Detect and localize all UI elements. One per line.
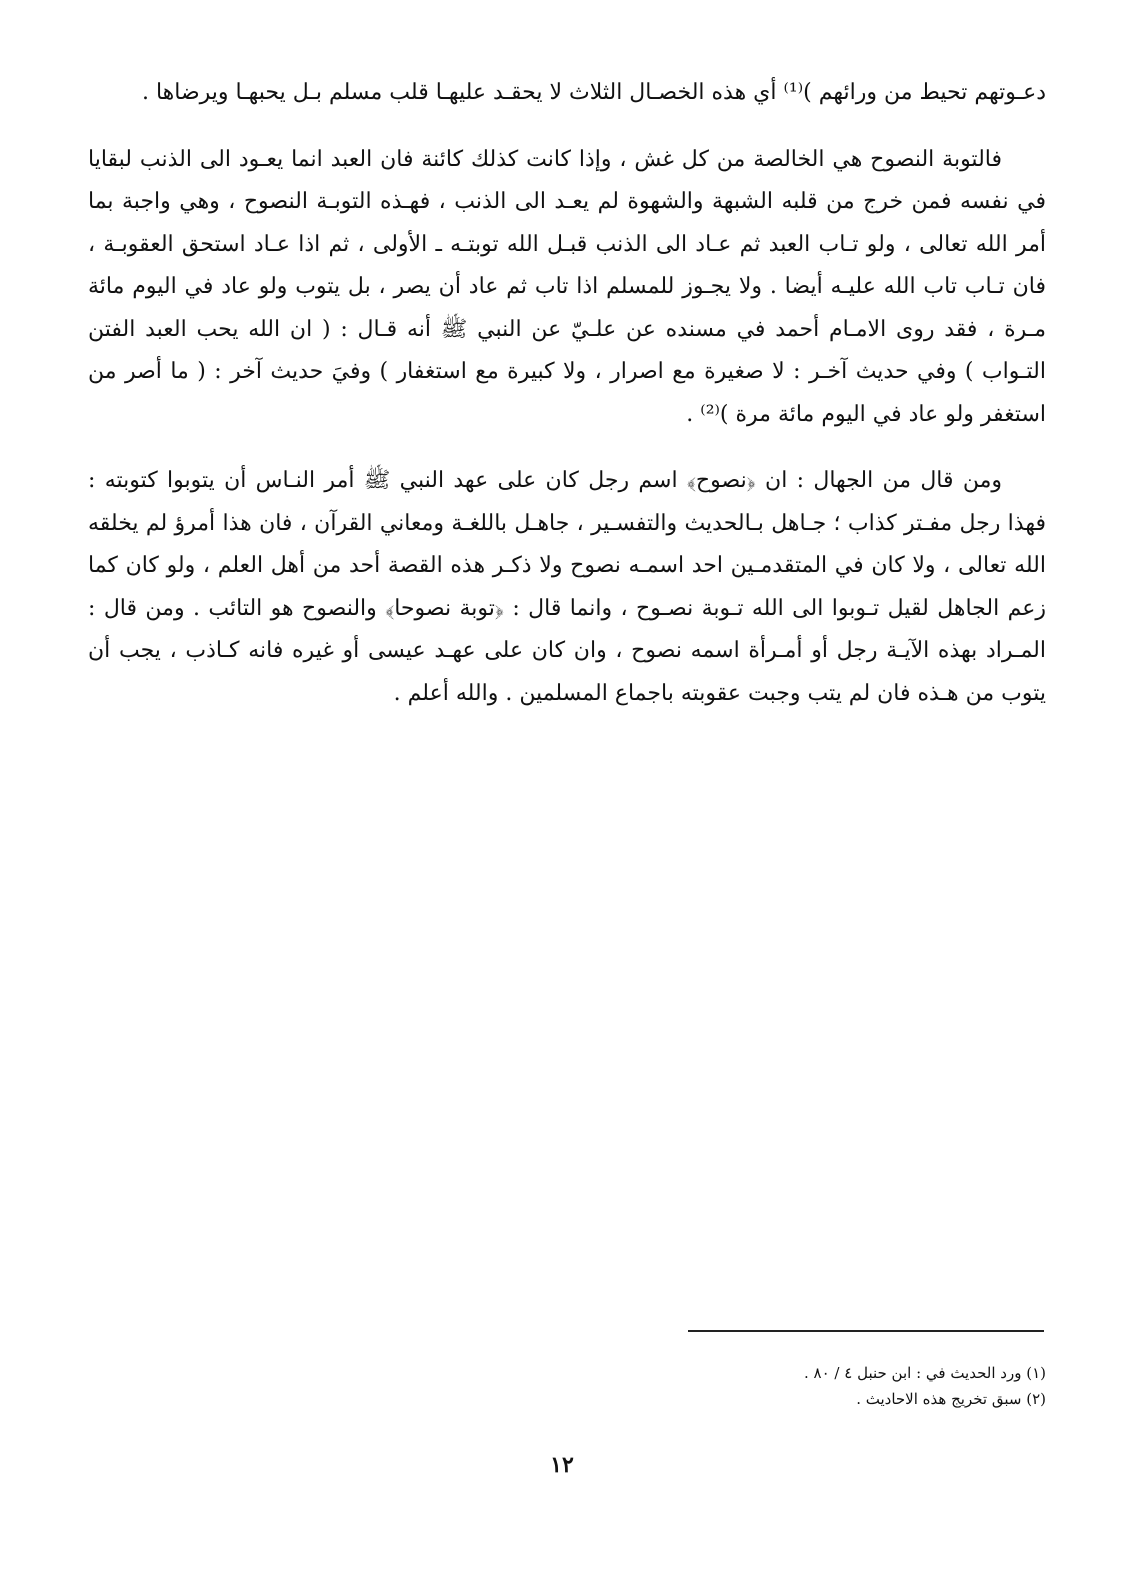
- footnote-2: (٢) سبق تخريج هذه الاحاديث .: [856, 1390, 1046, 1408]
- paragraph-3: ومن قال من الجهال : ان ﴿نصوح﴾ اسم رجل كان على عهد النبي ﷺ أمر النـاس أن يتوبوا كتوبته : فهذا رجل مفـتر كذاب ؛ جـاهل بـالحديث والتفسـير ، جاهـل باللغـة ومعاني القرآن ، فان هذا أمرؤ لم يخلقه الله تعالى ، ولا كان في المتقدمـين احد اسمـه نصوح ولا ذكـر هذه القصة أحد من أهل العلم ، ولو كان كما زعم الجاهل لقيل تـوبوا الى الله تـوبة نصـوح ، وانما قال : ﴿توبة نصوحا﴾ والنصوح هو التائب . ومن قال : المـراد بهذه الآيـة رجل أو أمـرأة اسمه نصوح ، وان كان على عهـد عيسى أو غيره فانه كـاذب ، يجب أن يتوب من هـذه فان لم يتب وجبت عقوبته باجماع المسلمين . والله أعلم .: [88, 468, 1046, 706]
- paragraph-2: فالتوبة النصوح هي الخالصة من كل غش ، وإذا كانت كذلك كائنة فان العبد انما يعـود الى الذنب لبقايا في نفسه فمن خرج من قلبه الشبهة والشهوة لم يعـد الى الذنب ، فهـذه التوبـة النصوح ، وهي واجبة بما أمر الله تعالى ، ولو تـاب العبد ثم عـاد الى الذنب قبـل الله توبتـه ـ الأولى ، ثم اذا عـاد استحق العقوبـة ، فان تـاب تاب الله عليـه أيضا . ولا يجـوز للمسلم اذا تاب ثم عاد أن يصر ، بل يتوب ولو عاد في اليوم مائة مـرة ، فقد روى الامـام أحمد في مسنده عن علـيّ عن النبي ﷺ أنه قـال : ( ان الله يحب العبد الفتن التـواب ) وفي حديث آخـر : لا صغيرة مع اصرار ، ولا كبيرة مع استغفار ) وفيَ حديث آخر : ( ما أصر من استغفر ولو عاد في اليوم مائة مرة )⁽²⁾ .: [88, 146, 1046, 427]
- paragraph-1: دعـوتهم تحيط من ورائهم )⁽¹⁾ أي هذه الخصـال الثلاث لا يحقـد عليهـا قلب مسلم بـل يحبهـا ويرضاها .: [141, 80, 1046, 105]
- footnotes: [600, 1360, 1046, 1412]
- footnote-separator: [688, 1330, 1044, 1332]
- footnote-1: (١) ورد الحديث في : ابن حنبل ٤ / ٨٠ .: [803, 1364, 1046, 1382]
- body-text: [88, 72, 1046, 739]
- page-number: ١٢: [550, 1452, 574, 1478]
